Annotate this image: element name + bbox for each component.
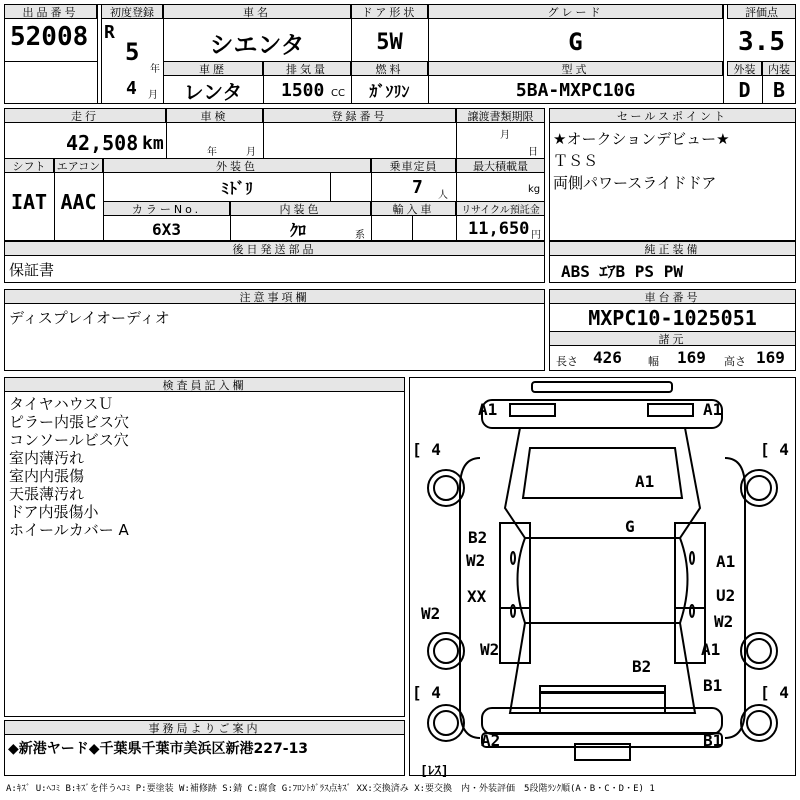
- damage-diagram: [409, 377, 796, 776]
- mark-left-slide: XX: [467, 587, 487, 606]
- inspection-label: 車検: [166, 108, 263, 123]
- insp-month-unit: 月: [246, 147, 256, 158]
- inspector-line-2: ピラー内張ビス穴: [9, 413, 130, 431]
- mark-rear-right: B1: [703, 676, 723, 695]
- import-label: 輸入車: [371, 201, 456, 216]
- year-unit: 年: [150, 64, 160, 75]
- reg-month: 4: [126, 78, 137, 99]
- mark-left-door-1: B2: [468, 528, 488, 547]
- grade-label: グレード: [428, 4, 723, 19]
- reg-no-label: 登録番号: [263, 108, 456, 123]
- lot-no-label: 出品番号: [4, 4, 97, 19]
- chassis-number: MXPC10-1025051: [588, 306, 757, 330]
- kg-unit: kg: [528, 184, 541, 195]
- doors-label: ドア形状: [351, 4, 428, 19]
- ac: AAC: [60, 190, 97, 214]
- rest-label: [ﾚｽ]: [420, 764, 449, 779]
- capacity-label: 乗車定員: [371, 158, 456, 173]
- int-color: ｸﾛ: [290, 220, 307, 240]
- length: 426: [593, 348, 622, 367]
- mark-right-slide-1: U2: [716, 586, 736, 605]
- notes-label: 注意事項欄: [4, 289, 545, 304]
- mileage: 42,508: [66, 131, 139, 155]
- parts-label: 後日発送部品: [4, 241, 545, 256]
- inspector-line-6: 天張薄汚れ: [9, 485, 85, 503]
- shift-label: シフト: [4, 158, 54, 173]
- month-unit: 月: [148, 90, 158, 101]
- recycle-label: リサイクル預託金: [456, 201, 545, 216]
- history-label: 車歴: [163, 61, 263, 76]
- car-outline: [410, 378, 795, 775]
- exterior-grade: D: [738, 78, 751, 102]
- inspector-line-1: タイヤハウスＵ: [9, 395, 114, 413]
- grade: G: [568, 28, 583, 56]
- office-label: 事務局よりご案内: [4, 720, 405, 735]
- height-label: 高さ: [724, 355, 746, 368]
- transfer-day-unit: 日: [528, 147, 538, 158]
- int-color-label: 内装色: [230, 201, 371, 216]
- parts-value: 保証書: [9, 261, 55, 279]
- mark-bumper-left: A2: [481, 731, 501, 750]
- mark-glass: G: [625, 517, 635, 536]
- fuel-label: 燃料: [351, 61, 428, 76]
- inspector-line-8: ホイールカバー A: [9, 521, 129, 539]
- inspector-label: 検査員記入欄: [4, 377, 405, 392]
- car-name-label: 車名: [163, 4, 351, 19]
- exterior-label: 外装: [727, 61, 762, 76]
- mark-right-door-1: A1: [716, 552, 736, 571]
- cc-unit: CC: [331, 88, 345, 99]
- mark-rear-center: B2: [632, 657, 652, 676]
- color-no-label: カラーNo.: [103, 201, 230, 216]
- score-label: 評価点: [727, 4, 796, 19]
- tire-rr: [ 4: [760, 683, 789, 702]
- tire-fr: [ 4: [760, 440, 789, 459]
- fuel: ｶﾞｿﾘﾝ: [369, 81, 410, 101]
- office-value: ◆新港ヤード◆千葉県千葉市美浜区新港227-13: [8, 741, 309, 757]
- mileage-label: 走行: [4, 108, 166, 123]
- sales-point-label: セールスポイント: [549, 108, 796, 123]
- mark-right-slide-2: W2: [714, 612, 734, 631]
- color-no: 6X3: [152, 219, 181, 239]
- sales-point-line-2: ＴＳＳ: [553, 152, 599, 170]
- dims-label: 諸元: [549, 331, 796, 346]
- era: R: [104, 22, 115, 43]
- shift: IAT: [10, 190, 48, 214]
- chassis-label: 車台番号: [549, 289, 796, 304]
- inspector-line-3: コンソールビス穴: [9, 431, 129, 449]
- person-unit: 人: [438, 190, 448, 201]
- mark-front-right: A1: [703, 400, 723, 419]
- interior-label: 内装: [762, 61, 796, 76]
- sales-point-line-3: 両側パワースライドドア: [553, 174, 717, 192]
- first-reg-label: 初度登録: [101, 4, 163, 19]
- yen-unit: 円: [531, 230, 541, 241]
- ac-label: エアコン: [54, 158, 103, 173]
- model: 5BA-MXPC10G: [515, 79, 636, 101]
- color: ﾐﾄﾞﾘ: [220, 178, 253, 198]
- tire-rl: [ 4: [412, 683, 441, 702]
- legend: A:ｷｽﾞ U:ﾍｺﾐ B:ｷｽﾞを伴うﾍｺﾐ P:要塗装 W:補修跡 S:錆 C:腐食 G:ﾌﾛﾝﾄｶﾞﾗｽ点ｷｽﾞ XX:交換済み X:要交換 内・外装評価 5段階ﾗﾝｸ順(A・B・C・D・E) 1: [6, 784, 655, 794]
- int-color-unit: 系: [355, 230, 365, 241]
- width-label: 幅: [648, 355, 659, 368]
- inspector-line-4: 室内薄汚れ: [9, 449, 85, 467]
- capacity: 7: [412, 177, 423, 198]
- mark-right-rear: A1: [701, 640, 721, 659]
- load-label: 最大積載量: [456, 158, 545, 173]
- recycle: 11,650: [468, 219, 530, 239]
- km-unit: km: [142, 132, 164, 154]
- equipment-value: ABS ｴｱB PS PW: [561, 262, 683, 281]
- transfer-month-unit: 月: [500, 130, 510, 141]
- reg-year: 5: [125, 38, 140, 66]
- car-name: シエンタ: [209, 30, 305, 59]
- mark-bumper-right: B1: [703, 731, 723, 750]
- sales-point-line-1: ★オークションデビュー★: [553, 130, 730, 148]
- color-label: 外装色: [103, 158, 371, 173]
- length-label: 長さ: [556, 355, 578, 368]
- mark-left-door-2: W2: [466, 551, 486, 570]
- displacement-label: 排気量: [263, 61, 351, 76]
- model-label: 型式: [428, 61, 723, 76]
- history: レンタ: [183, 79, 243, 104]
- mark-roof: A1: [635, 472, 655, 491]
- notes-value: ディスプレイオーディオ: [9, 309, 170, 327]
- score: 3.5: [738, 27, 785, 57]
- doors: 5W: [376, 29, 403, 55]
- mark-front-left: A1: [478, 400, 498, 419]
- transfer-label: 譲渡書類期限: [456, 108, 545, 123]
- mark-left-rear: W2: [480, 640, 500, 659]
- displacement: 1500: [281, 79, 325, 101]
- interior-grade: B: [772, 78, 786, 102]
- tire-fl: [ 4: [412, 440, 441, 459]
- height: 169: [756, 348, 785, 367]
- lot-no: 52008: [10, 22, 89, 52]
- inspector-line-7: ドア内張傷小: [9, 503, 99, 521]
- width: 169: [677, 348, 706, 367]
- inspector-line-5: 室内内張傷: [9, 467, 85, 485]
- mark-left-side: W2: [421, 604, 441, 623]
- insp-year-unit: 年: [207, 147, 217, 158]
- equipment-label: 純正装備: [549, 241, 796, 256]
